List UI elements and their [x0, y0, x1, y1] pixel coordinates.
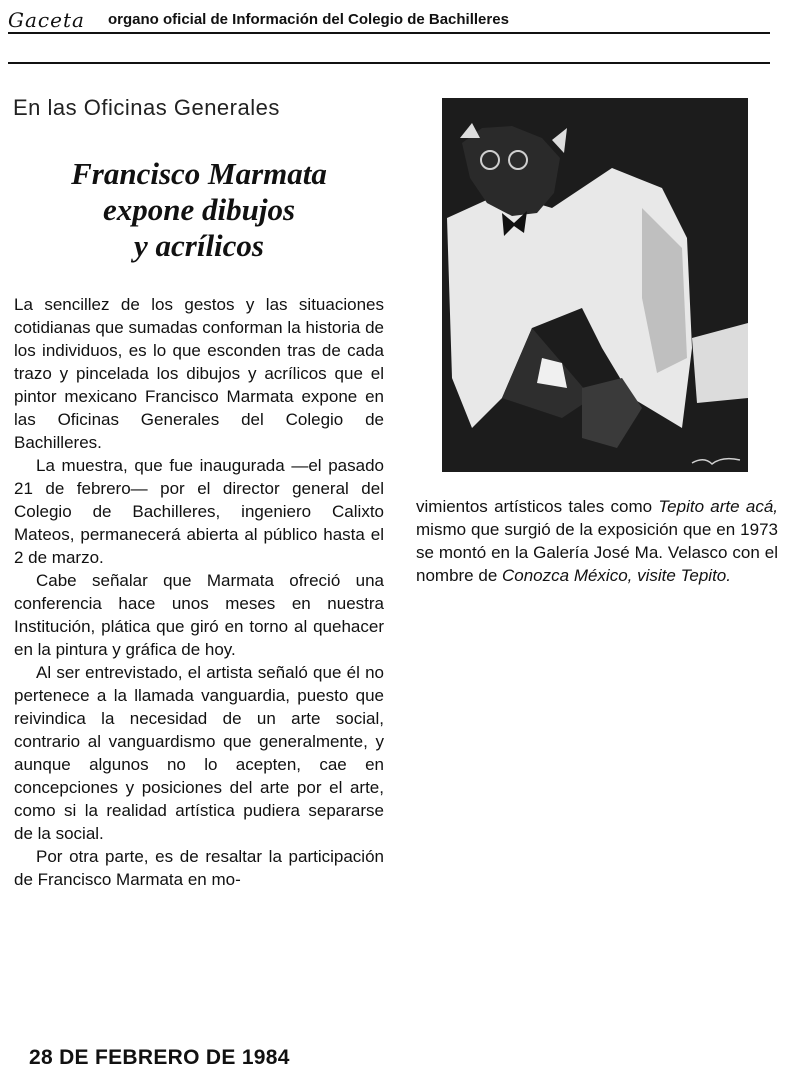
article-paragraph: La sencillez de los gestos y las situaciones cotidianas que sumadas conforman la historia de los individuos, es lo que esconden tras de cada trazo y pincelada los dibujos y acrílicos que el pintor mexicano Francisco Marmata expone en las Oficinas Generales del Colegio de Bachilleres. [14, 295, 384, 452]
article-paragraph: Por otra parte, es de resaltar la participación de Francisco Marmata en mo- [14, 847, 384, 889]
gaceta-logo: Gaceta [8, 8, 85, 32]
headline-line-1: Francisco Marmata [71, 156, 327, 191]
continuation-text-1: vimientos artísticos tales como [416, 497, 659, 516]
continuation-text-2: mismo que surgió de la exposición que en 1973 se montó en la Galería José Ma. Velasco con el nombre de [416, 520, 778, 585]
article-column-left [14, 293, 384, 891]
article-continuation [416, 495, 778, 587]
masthead [8, 6, 770, 32]
artwork-image [442, 98, 748, 472]
article-paragraph: Cabe señalar que Marmata ofreció una conferencia hace unos meses en nuestra Institución, plática que giró en torno al quehacer en la pintura y gráfica de hoy. [14, 571, 384, 659]
portrait-illustration-icon [442, 98, 748, 472]
article-column-right [416, 495, 778, 587]
article-paragraph: La muestra, que fue inaugurada —el pasado 21 de febrero— por el director general del Colegio de Bachilleres, ingeniero Calixto Mateos, permanecerá abierta al público hasta el 2 de marzo. [14, 456, 384, 567]
masthead-subtitle: organo oficial de Información del Colegio de Bachilleres [108, 11, 509, 28]
continuation-italic-2: Conozca México, visite Tepito. [502, 566, 731, 585]
article-headline [14, 156, 384, 264]
publication-date: 28 DE FEBRERO DE 1984 [29, 1046, 290, 1069]
masthead-rule [8, 32, 770, 34]
article-paragraph: Al ser entrevistado, el artista señaló que él no pertenece a la llamada vanguardia, puesto que reivindica la necesidad de un arte social, contrario al vanguardismo que generalmente, y aunque algunos no lo acepten, cae en concepciones y posiciones del arte por el arte, como si la realidad artística pudiera separarse de la social. [14, 663, 384, 843]
header-rule [8, 62, 770, 64]
headline-line-3: y acrílicos [134, 228, 264, 263]
headline-line-2: expone dibujos [102, 192, 296, 227]
section-label: En las Oficinas Generales [13, 95, 280, 120]
continuation-italic-1: Tepito arte acá, [658, 497, 778, 516]
